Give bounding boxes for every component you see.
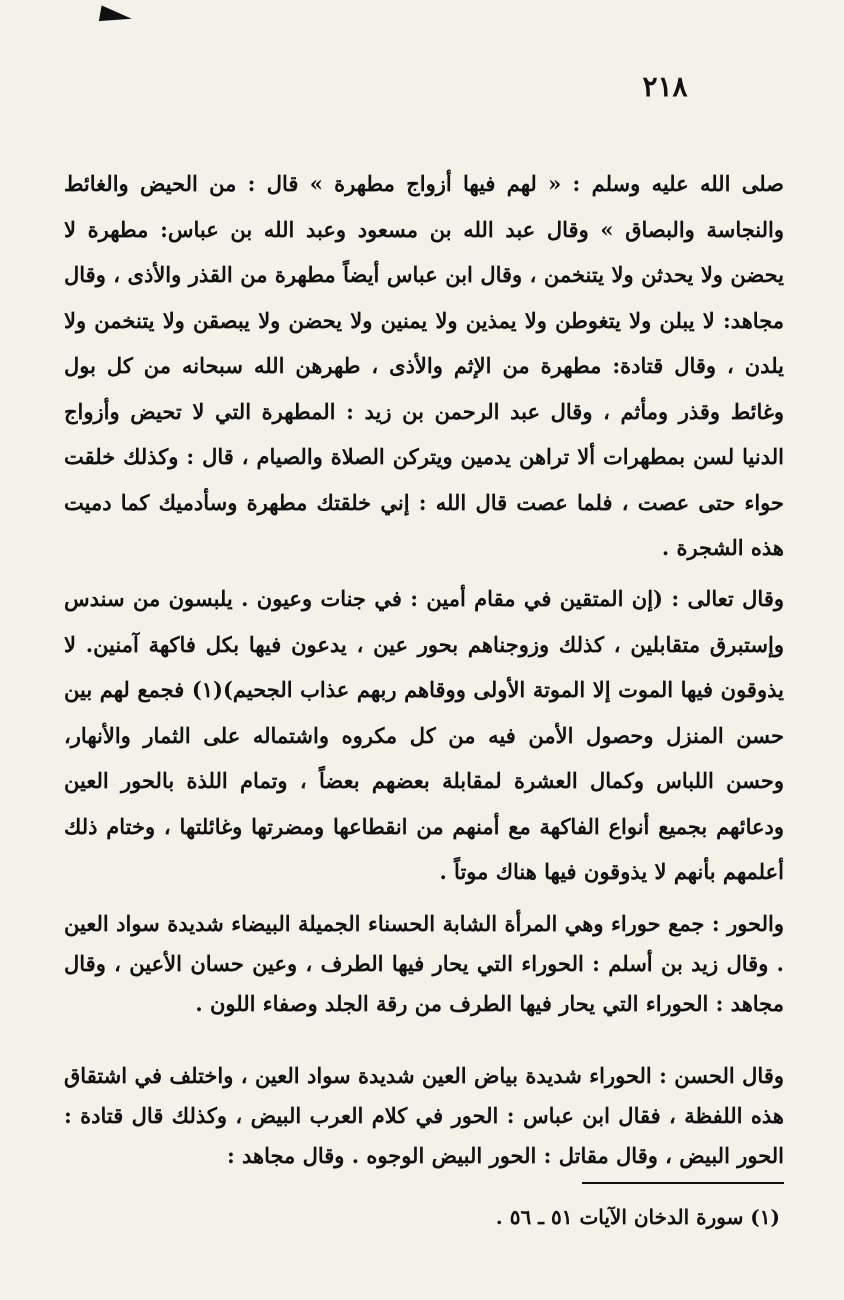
paragraph-3: والحور : جمع حوراء وهي المرأة الشابة الحسناء الجميلة البيضاء شديدة سواد العين . وقال زيد بن أسلم : الحوراء التي يحار فيها الطرف ، وعين حسان الأعين ، وقال مجاهد : الحوراء التي يحار فيها الطرف من رقة الجلد وصفاء اللون . bbox=[64, 911, 784, 1016]
page-number: ٢١٨ bbox=[642, 70, 688, 103]
paragraph-4: وقال الحسن : الحوراء شديدة بياض العين شديدة سواد العين ، واختلف في اشتقاق هذه اللفظة ، فقال ابن عباس : الحور في كلام العرب البيض ، وكذلك قال قتادة : الحور البيض ، وقال مقاتل : الحور البيض الوجوه . وقال مجاهد : bbox=[64, 1063, 784, 1168]
corner-mark bbox=[99, 5, 133, 26]
paragraph-1: صلى الله عليه وسلم : « لهم فيها أزواج مطهرة » قال : من الحيض والغائط والنجاسة والبصاق » وقال عبد الله بن مسعود وعبد الله بن عباس: مطهرة لا يحضن ولا يحدثن ولا يتنخمن ، وقال ابن عباس أيضاً مطهرة من القذر والأذى ، وقال مجاهد: لا يبلن ولا يتغوطن ولا يمذين ولا يمنين ولا يحضن ولا يبصقن ولا يتنخمن ولا يلدن ، وقال قتادة: مطهرة من الإثم والأذى ، طهرهن الله سبحانه من كل بول وغائط وقذر ومأثم ، وقال عبد الرحمن بن زيد : المطهرة التي لا تحيض وأزواج الدنيا لسن بمطهرات ألا تراهن يدمين ويتركن الصلاة والصيام ، قال : وكذلك خلقت حواء حتى عصت ، فلما عصت قال الله : إني خلقتك مطهرة وسأدميك كما دميت هذه الشجرة . bbox=[64, 171, 784, 560]
footnote-divider bbox=[582, 1182, 784, 1184]
paragraph-2: وقال تعالى : (إن المتقين في مقام أمين : في جنات وعيون . يلبسون من سندس وإستبرق متقابلين ، كذلك وزوجناهم بحور عين ، يدعون فيها بكل فاكهة آمنين. لا يذوقون فيها الموت إلا الموتة الأولى ووقاهم ربهم عذاب الجحيم)(١) فجمع لهم بين حسن المنزل وحصول الأمن فيه من كل مكروه واشتماله على الثمار والأنهار، وحسن اللباس وكمال العشرة لمقابلة بعضهم بعضاً ، وتمام اللذة بالحور العين ودعائهم بجميع أنواع الفاكهة مع أمنهم من انقطاعها ومضرتها وغائلتها ، وختام ذلك أعلمهم بأنهم لا يذوقون فيها هناك موتاً . bbox=[64, 586, 784, 884]
footnote: (١) سورة الدخان الآيات ٥١ ـ ٥٦ . bbox=[495, 1205, 780, 1229]
